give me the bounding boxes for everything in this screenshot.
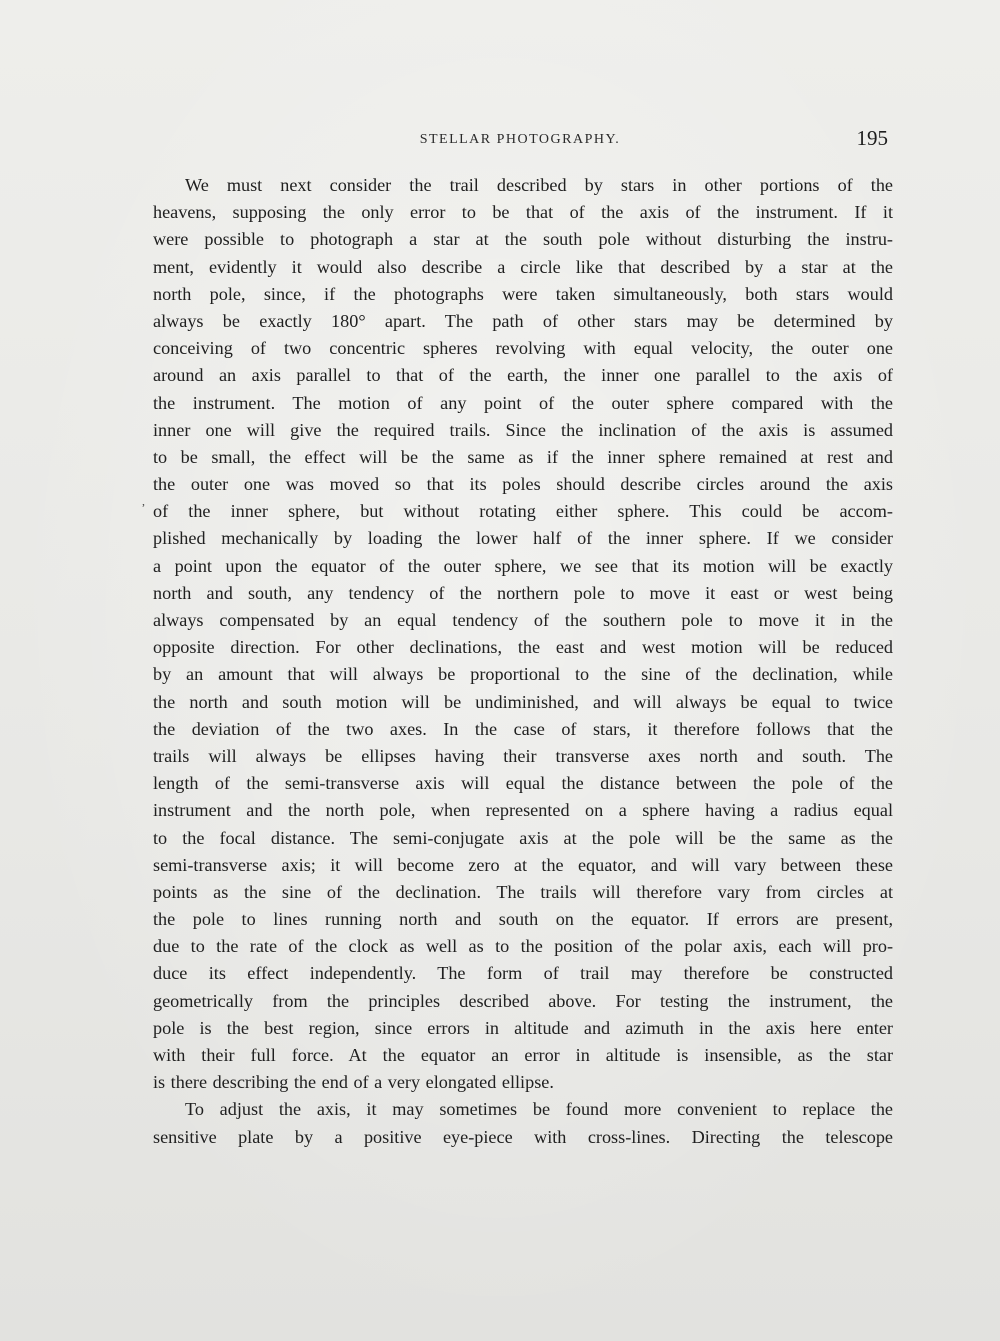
text-line: plished mechanically by loading the lower half of the inner sphere. If we consider — [153, 528, 893, 549]
text-line: We must next consider the trail described by stars in other portions of the — [185, 175, 893, 195]
text-line: To adjust the axis, it may sometimes be found more convenient to replace the — [185, 1099, 893, 1120]
text-line: duce its effect independently. The form of trail may therefore be constructed — [153, 963, 893, 984]
text-line: of the inner sphere, but without rotating either sphere. This could be accom- — [153, 501, 893, 522]
page-number: 195 — [856, 126, 888, 150]
text-line: opposite direction. For other declinations, the east and west motion will be reduced — [153, 637, 893, 658]
text-line: by an amount that will always be proportional to the sine of the declination, while — [153, 664, 893, 685]
running-head: STELLAR PHOTOGRAPHY. — [419, 132, 621, 147]
text-line: to the focal distance. The semi-conjugate axis at the pole will be the same as the — [153, 827, 893, 848]
text-line: the instrument. The motion of any point of the outer sphere compared with the — [153, 392, 893, 413]
text-line: pole is the best region, since errors in altitude and azimuth in the axis here enter — [153, 1017, 893, 1038]
text-line: to be small, the effect will be the same as if the inner sphere remained at rest and — [153, 446, 893, 467]
text-line: trails will always be ellipses having their transverse axes north and south. The — [153, 745, 893, 766]
text-line: always be exactly 180° apart. The path of other stars may be determined by — [153, 310, 893, 331]
text-line: instrument and the north pole, when represented on a sphere having a radius equal — [153, 800, 893, 821]
text-line: the pole to lines running north and south on the equator. If errors are present, — [153, 909, 893, 930]
text-line: a point upon the equator of the outer sphere, we see that its motion will be exactly — [153, 555, 893, 576]
text-line: were possible to photograph a star at the south pole without disturbing the instru- — [153, 229, 893, 250]
text-line: ment, evidently it would also describe a circle like that described by a star at the — [153, 256, 893, 277]
text-line: around an axis parallel to that of the earth, the inner one parallel to the axis of — [153, 365, 893, 386]
stray-mark: , — [142, 494, 145, 508]
text-line: north and south, any tendency of the northern pole to move it east or west being — [153, 582, 893, 603]
text-line: semi-transverse axis; it will become zero at the equator, and will vary between these — [153, 854, 893, 875]
text-line: inner one will give the required trails. Since the inclination of the axis is assumed — [153, 419, 893, 440]
text-line: is there describing the end of a very elongated ellipse. — [153, 1072, 554, 1093]
text-line: length of the semi-transverse axis will equal the distance between the pole of the — [153, 773, 893, 794]
text-line: the north and south motion will be undiminished, and will always be equal to twice — [153, 691, 893, 712]
text-line: heavens, supposing the only error to be that of the axis of the instrument. If it — [153, 202, 893, 223]
body-text — [153, 172, 893, 1151]
text-line: geometrically from the principles described above. For testing the instrument, the — [153, 990, 893, 1011]
text-line: north pole, since, if the photographs were taken simultaneously, both stars would — [153, 283, 893, 304]
text-line: the deviation of the two axes. In the case of stars, it therefore follows that the — [153, 718, 893, 739]
text-line: the outer one was moved so that its poles should describe circles around the axis — [153, 474, 893, 495]
text-line: always compensated by an equal tendency of the southern pole to move it in the — [153, 610, 893, 630]
text-line: with their full force. At the equator an error in altitude is insensible, as the star — [153, 1045, 893, 1065]
text-line: conceiving of two concentric spheres revolving with equal velocity, the outer one — [153, 338, 893, 359]
page-header — [150, 126, 890, 156]
text-line: due to the rate of the clock as well as to the position of the polar axis, each will pro- — [153, 936, 893, 957]
text-line: points as the sine of the declination. The trails will therefore vary from circles at — [153, 881, 893, 902]
text-line: sensitive plate by a positive eye-piece with cross-lines. Directing the telescope — [153, 1126, 893, 1147]
